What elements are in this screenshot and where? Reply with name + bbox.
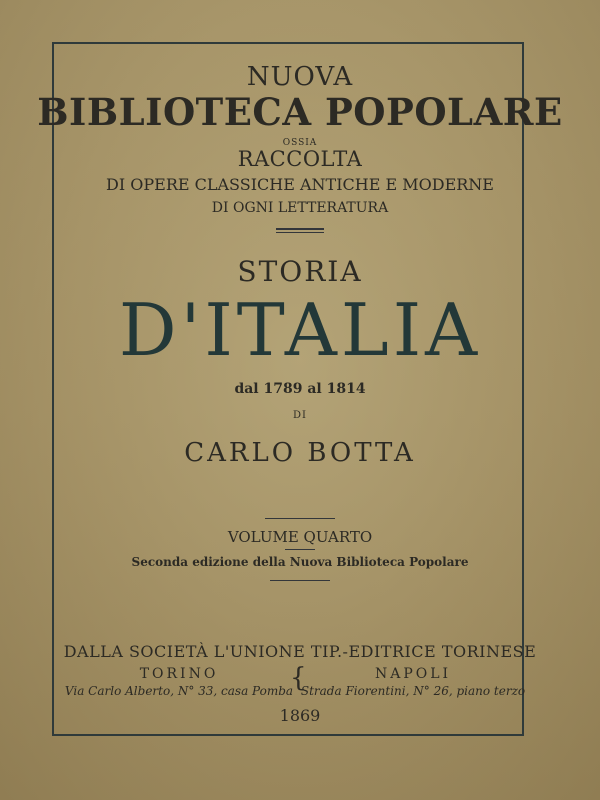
address-napoli: Strada Fiorentini, N° 26, piano terzo bbox=[300, 684, 526, 698]
series-raccolta: RACCOLTA bbox=[237, 147, 363, 171]
edition-rule bbox=[270, 580, 330, 581]
series-subtitle-2: DI OGNI LETTERATURA bbox=[211, 200, 389, 216]
series-title: BIBLIOTECA POPOLARE bbox=[37, 90, 563, 134]
address-torino: Via Carlo Alberto, N° 33, casa Pomba bbox=[64, 684, 294, 698]
series-line-nuova: NUOVA bbox=[246, 62, 354, 92]
publication-year: 1869 bbox=[279, 706, 321, 725]
title-dates: dal 1789 al 1814 bbox=[234, 381, 366, 397]
author-name: CARLO BOTTA bbox=[184, 438, 416, 468]
publisher: DALLA SOCIETÀ L'UNIONE TIP.-EDITRICE TORINESE bbox=[63, 642, 537, 661]
volume-label: VOLUME QUARTO bbox=[227, 528, 373, 546]
city-napoli: NAPOLI bbox=[374, 666, 452, 682]
imprint-torino bbox=[62, 666, 296, 698]
divider-rule bbox=[276, 228, 324, 230]
title-storia: STORIA bbox=[237, 255, 363, 288]
author-prefix: DI bbox=[293, 410, 307, 421]
volume-rule-top bbox=[265, 518, 335, 519]
city-torino: TORINO bbox=[139, 666, 219, 682]
edition-note: Seconda edizione della Nuova Biblioteca Popolare bbox=[131, 555, 469, 569]
series-connector: OSSIA bbox=[282, 138, 318, 148]
imprint-napoli bbox=[300, 666, 526, 698]
series-subtitle: DI OPERE CLASSICHE ANTICHE E MODERNE bbox=[106, 175, 494, 194]
brace-divider: { bbox=[290, 663, 307, 693]
volume-rule-mid bbox=[285, 549, 315, 550]
title-italia: D'ITALIA bbox=[118, 288, 482, 372]
